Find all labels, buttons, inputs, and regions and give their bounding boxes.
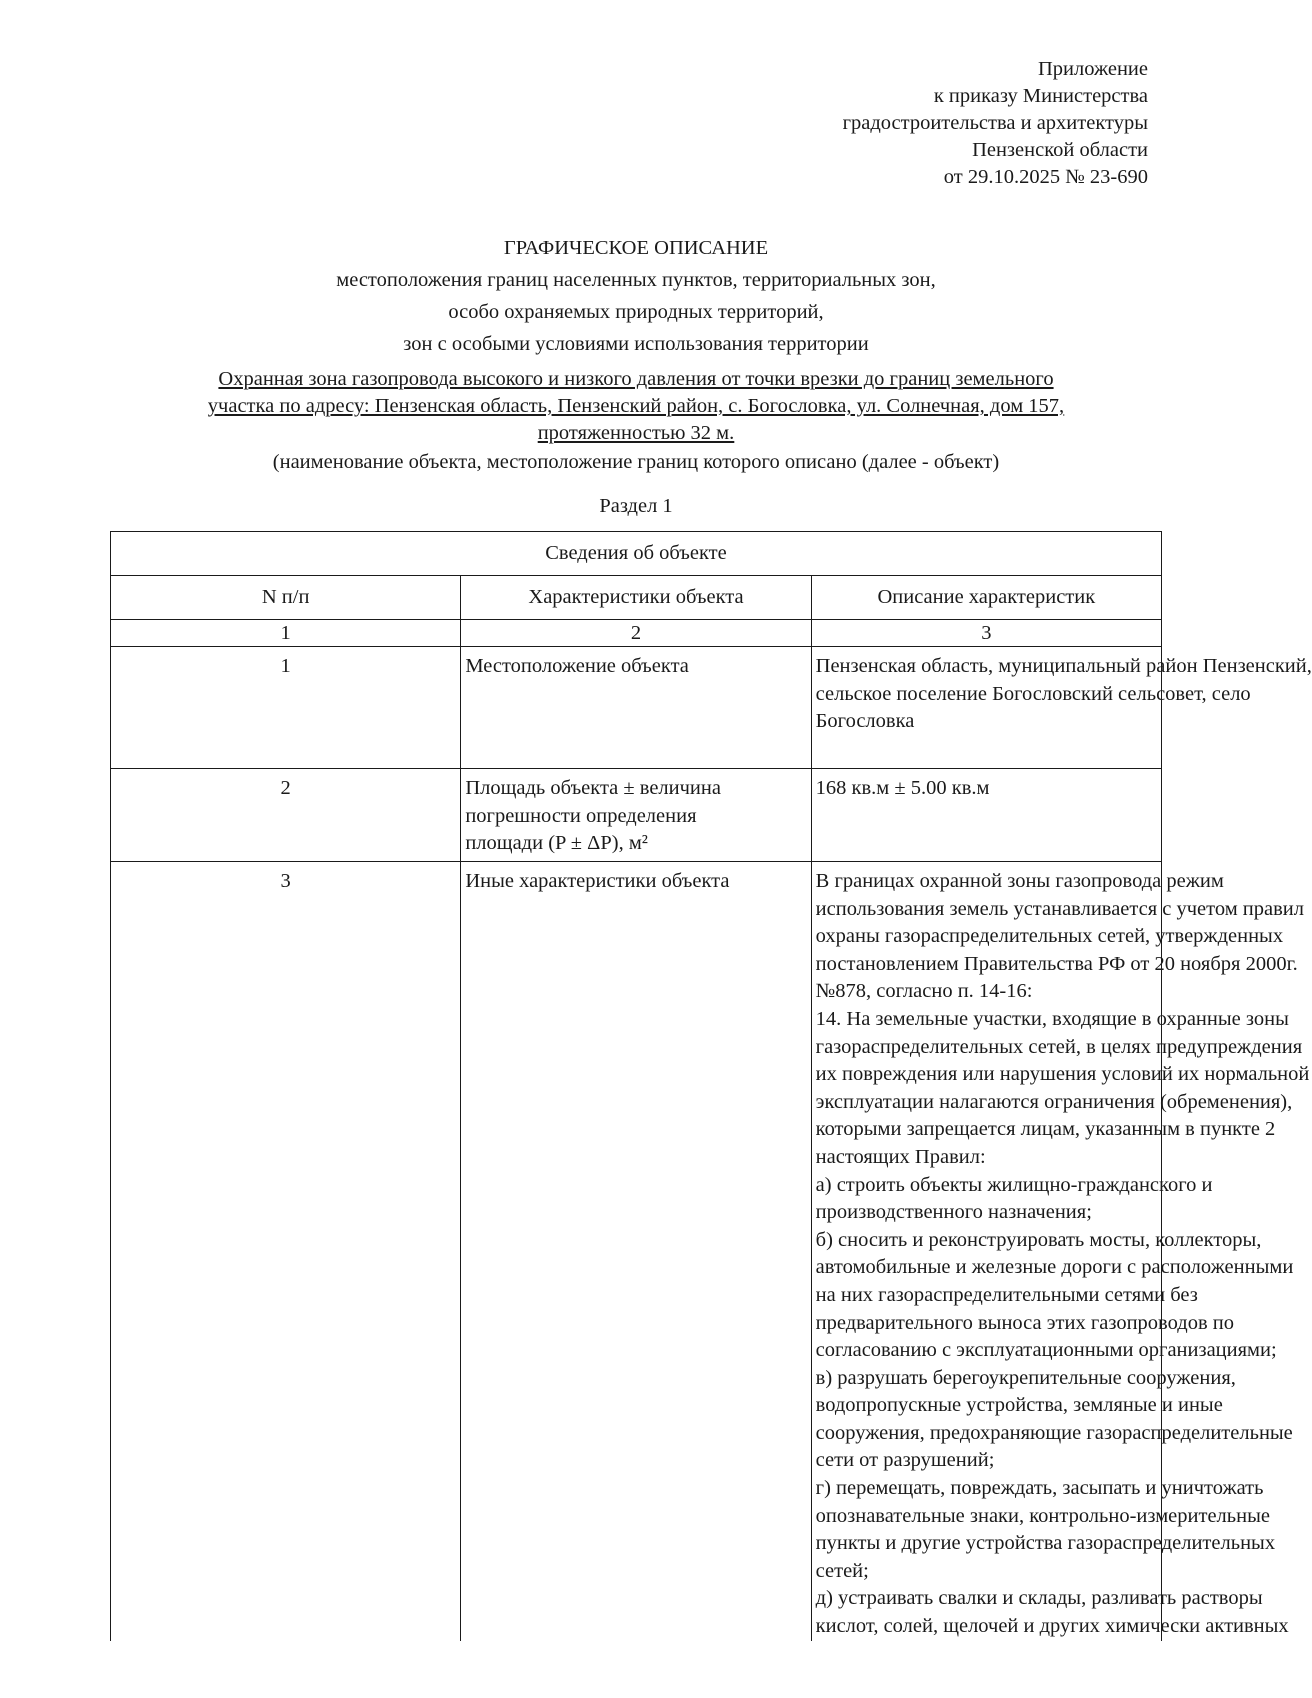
description-line: использования земель устанавливается с учетом правил <box>815 897 1304 920</box>
description-line: сети от разрушений; <box>815 1449 995 1472</box>
description-line: на них газораспределительными сетями без <box>815 1283 1198 1306</box>
description-line: кислот, солей, щелочей и других химически активных <box>815 1615 1289 1638</box>
description-line: Пензенская область, муниципальный район Пензенский, <box>815 655 1312 677</box>
description-line: г) перемещать, повреждать, засыпать и уничтожать <box>815 1477 1264 1500</box>
subtitle-line: местоположения границ населенных пунктов, территориальных зон, <box>336 269 936 291</box>
description-line: сооружения, предохраняющие газораспределительные <box>815 1421 1293 1444</box>
appendix-date-number: от 29.10.2025 № 23-690 <box>943 166 1148 188</box>
object-name-line: участка по адресу: Пензенская область, Пензенский район, с. Богословка, ул. Солнечная, дом 157, <box>207 395 1065 417</box>
description-line: постановлением Правительства РФ от 20 ноября 2000г. <box>815 952 1298 975</box>
document-heading <box>110 232 1162 522</box>
subtitle-line: особо охраняемых природных территорий, <box>448 301 824 323</box>
description-line: которыми запрещается лицам, указанным в пункте 2 <box>815 1118 1276 1141</box>
row-number: 2 <box>111 769 461 862</box>
table-row <box>111 862 1162 1641</box>
table-row <box>111 769 1162 862</box>
column-number-row <box>111 620 1162 647</box>
characteristic-line: Местоположение объекта <box>465 655 689 677</box>
row-description <box>811 862 1310 1641</box>
description-line: №878, согласно п. 14-16: <box>815 980 1033 1003</box>
appendix-line: к приказу Министерства <box>933 85 1148 107</box>
description-line: эксплуатации налагаются ограничения (обременения), <box>815 1090 1293 1113</box>
column-number: 3 <box>811 620 1161 647</box>
object-caption: (наименование объекта, местоположение границ которого описано (далее - объект) <box>272 451 1000 473</box>
description-line: б) сносить и реконструировать мосты, коллекторы, <box>815 1228 1262 1251</box>
characteristic-line: Иные характеристики объекта <box>465 870 730 892</box>
row-description <box>811 647 1312 769</box>
appendix-block <box>843 56 1148 191</box>
row-number: 3 <box>111 862 461 1641</box>
description-line: их повреждения или нарушения условий их нормальной <box>815 1063 1310 1086</box>
description-line: 14. На земельные участки, входящие в охранные зоны <box>815 1007 1289 1030</box>
column-number: 1 <box>111 620 461 647</box>
header-number: N п/п <box>111 576 461 620</box>
description-line: д) устраивать свалки и склады, разливать растворы <box>815 1587 1263 1610</box>
table-header-row <box>111 576 1162 620</box>
characteristic-line: погрешности определения <box>465 804 697 827</box>
header-characteristic: Характеристики объекта <box>461 576 811 620</box>
description-line: газораспределительных сетей, в целях предупреждения <box>815 1035 1303 1058</box>
row-characteristic <box>461 647 811 769</box>
object-name-line: протяженностью 32 м. <box>537 422 735 444</box>
description-line: настоящих Правил: <box>815 1145 986 1168</box>
object-info-table <box>110 531 1312 1641</box>
description-line: в) разрушать берегоукрепительные сооружения, <box>815 1366 1236 1389</box>
row-characteristic <box>461 862 811 1641</box>
appendix-line: Пензенской области <box>972 139 1148 161</box>
appendix-line: Приложение <box>1037 58 1148 80</box>
description-line: 168 кв.м ± 5.00 кв.м <box>815 777 990 799</box>
column-number: 2 <box>461 620 811 647</box>
header-description: Описание характеристик <box>811 576 1161 620</box>
table-title: Сведения об объекте <box>111 532 1162 576</box>
description-line: сельское поселение Богословский сельсовет, село <box>815 682 1251 705</box>
description-line: сетей; <box>815 1559 869 1582</box>
characteristic-line: площади (P ± ΔP), м² <box>465 832 648 855</box>
description-line: охраны газораспределительных сетей, утвержденных <box>815 925 1284 948</box>
table-row <box>111 647 1162 769</box>
subtitle-line: зон с особыми условиями использования территории <box>403 333 869 355</box>
object-name-line: Охранная зона газопровода высокого и низкого давления от точки врезки до границ земельного <box>218 368 1054 390</box>
row-description <box>811 769 1161 862</box>
document-title: ГРАФИЧЕСКОЕ ОПИСАНИЕ <box>503 237 769 259</box>
object-name-block <box>110 366 1162 447</box>
description-line: пункты и другие устройства газораспределительных <box>815 1532 1276 1555</box>
description-line: В границах охранной зоны газопровода режим <box>815 870 1224 892</box>
description-line: Богословка <box>815 710 915 733</box>
characteristic-line: Площадь объекта ± величина <box>465 777 721 799</box>
row-characteristic <box>461 769 811 862</box>
description-line: предварительного выноса этих газопроводов по <box>815 1311 1234 1334</box>
appendix-line: градостроительства и архитектуры <box>842 112 1148 134</box>
description-line: производственного назначения; <box>815 1201 1092 1224</box>
section-title: Раздел 1 <box>599 495 673 517</box>
description-line: водопропускные устройства, земляные и иные <box>815 1394 1223 1417</box>
description-line: опознавательные знаки, контрольно-измерительные <box>815 1504 1270 1527</box>
description-line: а) строить объекты жилищно-гражданского и <box>815 1173 1213 1196</box>
table-title-row <box>111 532 1162 576</box>
row-number: 1 <box>111 647 461 769</box>
description-line: автомобильные и железные дороги с расположенными <box>815 1256 1294 1279</box>
description-line: согласованию с эксплуатационными организациями; <box>815 1339 1277 1362</box>
